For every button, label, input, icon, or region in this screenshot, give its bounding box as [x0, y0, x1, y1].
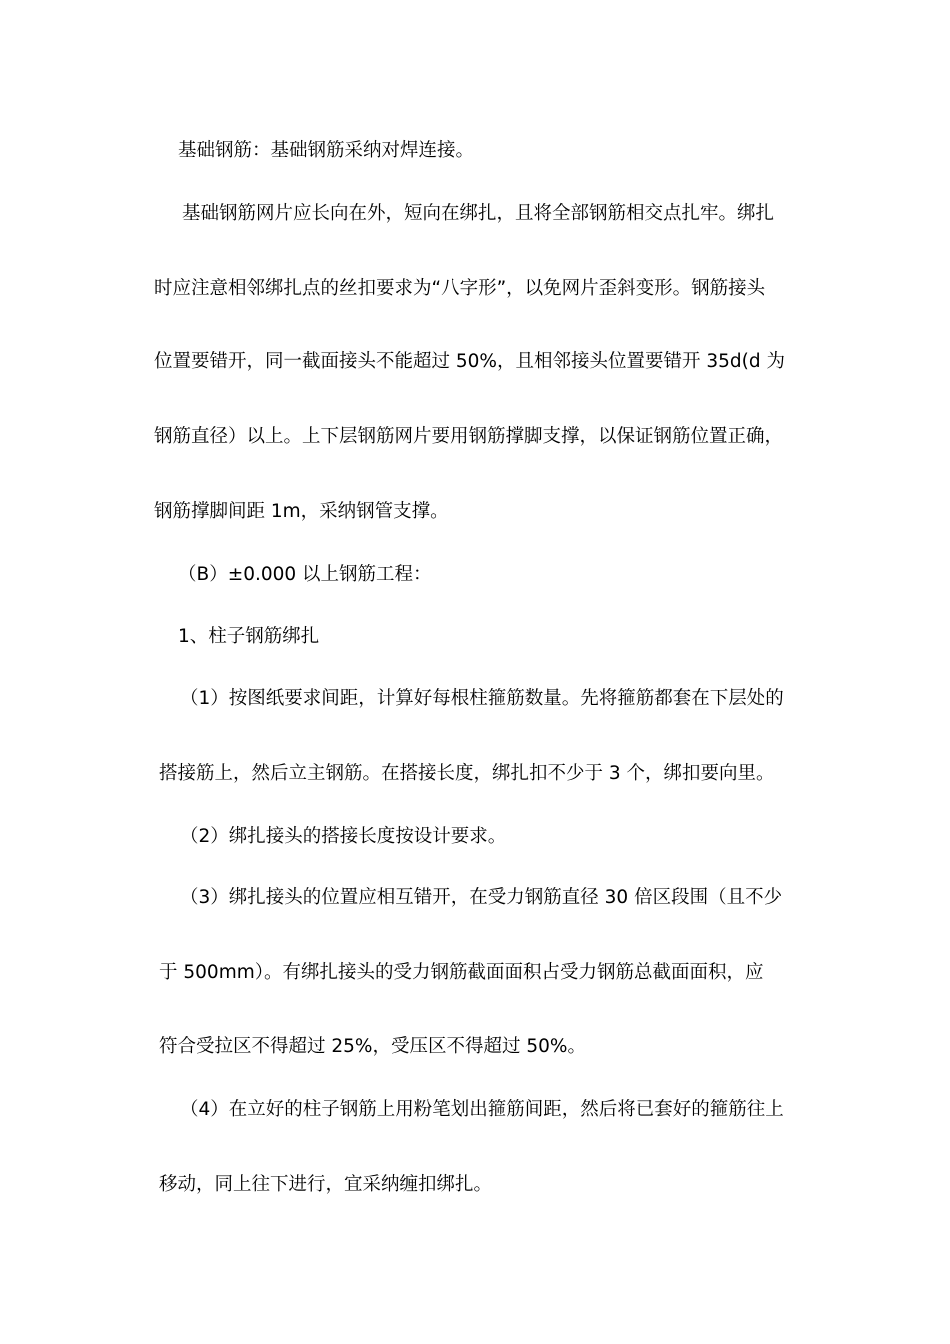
text-line: （1）按图纸要求间距，计算好每根柱箍筋数量。先将箍筋都套在下层处的	[180, 688, 784, 709]
text-line: 搭接筋上，然后立主钢筋。在搭接长度，绑扎扣不少于 3 个，绑扣要向里。	[159, 763, 775, 784]
text-line: 基础钢筋网片应长向在外，短向在绑扎，且将全部钢筋相交点扎牢。绑扎	[182, 203, 775, 224]
text-line: （2）绑扎接头的搭接长度按设计要求。	[180, 826, 507, 847]
text-line: （3）绑扎接头的位置应相互错开，在受力钢筋直径 30 倍区段围（且不少	[180, 887, 783, 908]
text-line: 符合受拉区不得超过 25%，受压区不得超过 50%。	[159, 1036, 587, 1057]
text-line: 基础钢筋：基础钢筋采纳对焊连接。	[178, 140, 475, 161]
text-line: 于 500mm）。有绑扎接头的受力钢筋截面面积占受力钢筋总截面面积，应	[159, 962, 764, 983]
text-line: 移动，同上往下进行，宜采纳缠扣绑扎。	[159, 1174, 493, 1195]
text-line: （4）在立好的柱子钢筋上用粉笔划出箍筋间距，然后将已套好的箍筋往上	[180, 1099, 784, 1120]
text-line: 位置要错开，同一截面接头不能超过 50%，且相邻接头位置要错开 35d(d 为	[154, 351, 786, 372]
text-line: 钢筋直径）以上。上下层钢筋网片要用钢筋撑脚支撑，以保证钢筋位置正确，	[154, 426, 784, 447]
text-line: 时应注意相邻绑扎点的丝扣要求为“八字形”，以免网片歪斜变形。钢筋接头	[154, 278, 766, 299]
text-line: 钢筋撑脚间距 1m，采纳钢管支撑。	[154, 501, 449, 522]
text-line: （B）±0.000 以上钢筋工程：	[178, 564, 432, 585]
text-line: 1、柱子钢筋绑扎	[178, 626, 320, 647]
